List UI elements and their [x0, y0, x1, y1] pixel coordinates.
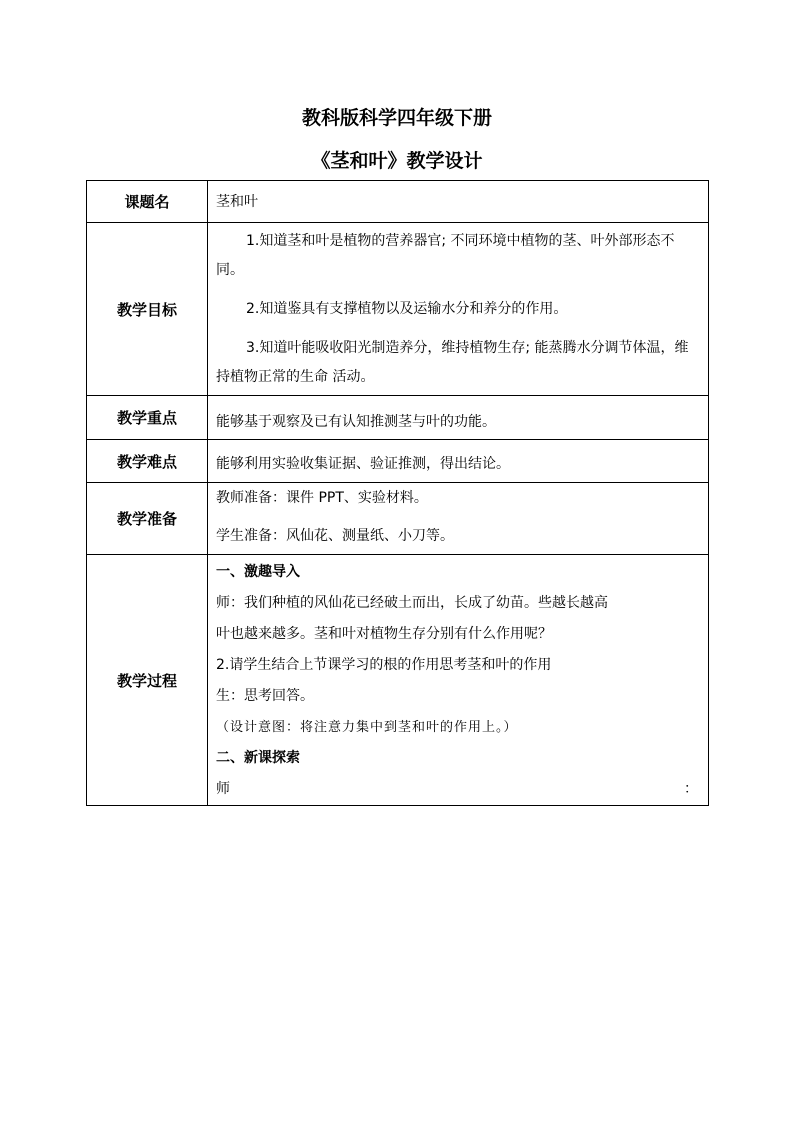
objective-item: 1.知道茎和叶是植物的营养器官; 不同环境中植物的茎、叶外部形态不同。 — [216, 232, 675, 278]
objectives-label: 教学目标 — [87, 223, 208, 396]
row-preparation — [87, 483, 709, 555]
row-difficulty — [87, 440, 709, 483]
preparation-cell — [208, 483, 709, 555]
process-line: 叶也越来越多。茎和叶对植物生存分别有什么作用呢？ — [216, 626, 552, 642]
process-line-last-colon: ： — [684, 781, 698, 797]
process-line-last — [216, 774, 700, 805]
design-note: （设计意图：将注意力集中到茎和叶的作用上。） — [216, 720, 518, 735]
key-point-label: 教学重点 — [87, 396, 208, 440]
process-line: 2.请学生结合上节课学习的根的作用思考茎和叶的作用 — [216, 657, 552, 673]
student-preparation: 学生准备：风仙花、测量纸、小刀等。 — [216, 528, 454, 544]
topic-label: 课题名 — [87, 181, 208, 223]
objectives-cell — [208, 223, 709, 396]
row-objectives — [87, 223, 709, 396]
document-title: 教科版科学四年级下册 — [301, 107, 492, 129]
process-heading-explore: 二、新课探索 — [216, 750, 300, 766]
difficulty-cell — [208, 440, 709, 483]
objective-item: 2.知道鉴具有支撑植物以及运输水分和养分的作用。 — [246, 300, 568, 317]
row-key-point — [87, 396, 709, 440]
process-content — [208, 555, 708, 805]
objective-item: 3.知道叶能吸收阳光制造养分，维持植物生存; 能蒸腾水分调节体温，维持植物正常的生命 活动。 — [216, 339, 689, 385]
objectives-list — [208, 227, 708, 392]
teacher-preparation: 教师准备：课件 PPT、实验材料。 — [216, 490, 428, 506]
process-line: 生：思考回答。 — [216, 688, 314, 704]
process-line: 师：我们种植的风仙花已经破土而出，长成了幼苗。些越长越高 — [216, 595, 608, 611]
preparation-list — [208, 483, 708, 546]
document-subtitle: 《茎和叶》教学设计 — [311, 150, 483, 172]
difficulty-label: 教学难点 — [87, 440, 208, 483]
key-point-cell — [208, 396, 709, 440]
topic-value: 茎和叶 — [216, 193, 258, 210]
row-process — [87, 555, 709, 806]
lesson-plan-table — [86, 180, 709, 806]
topic-value-cell — [208, 181, 709, 223]
process-heading-intro: 一、激趣导入 — [216, 564, 300, 580]
process-label: 教学过程 — [87, 555, 208, 806]
key-point-value: 能够基于观察及已有认知推测茎与叶的功能。 — [216, 413, 496, 430]
process-line-last-text: 师 — [216, 781, 230, 797]
difficulty-value: 能够利用实验收集证据、验证推测，得出结论。 — [216, 456, 510, 472]
preparation-label: 教学准备 — [87, 483, 208, 555]
process-cell — [208, 555, 709, 806]
row-topic — [87, 181, 709, 223]
